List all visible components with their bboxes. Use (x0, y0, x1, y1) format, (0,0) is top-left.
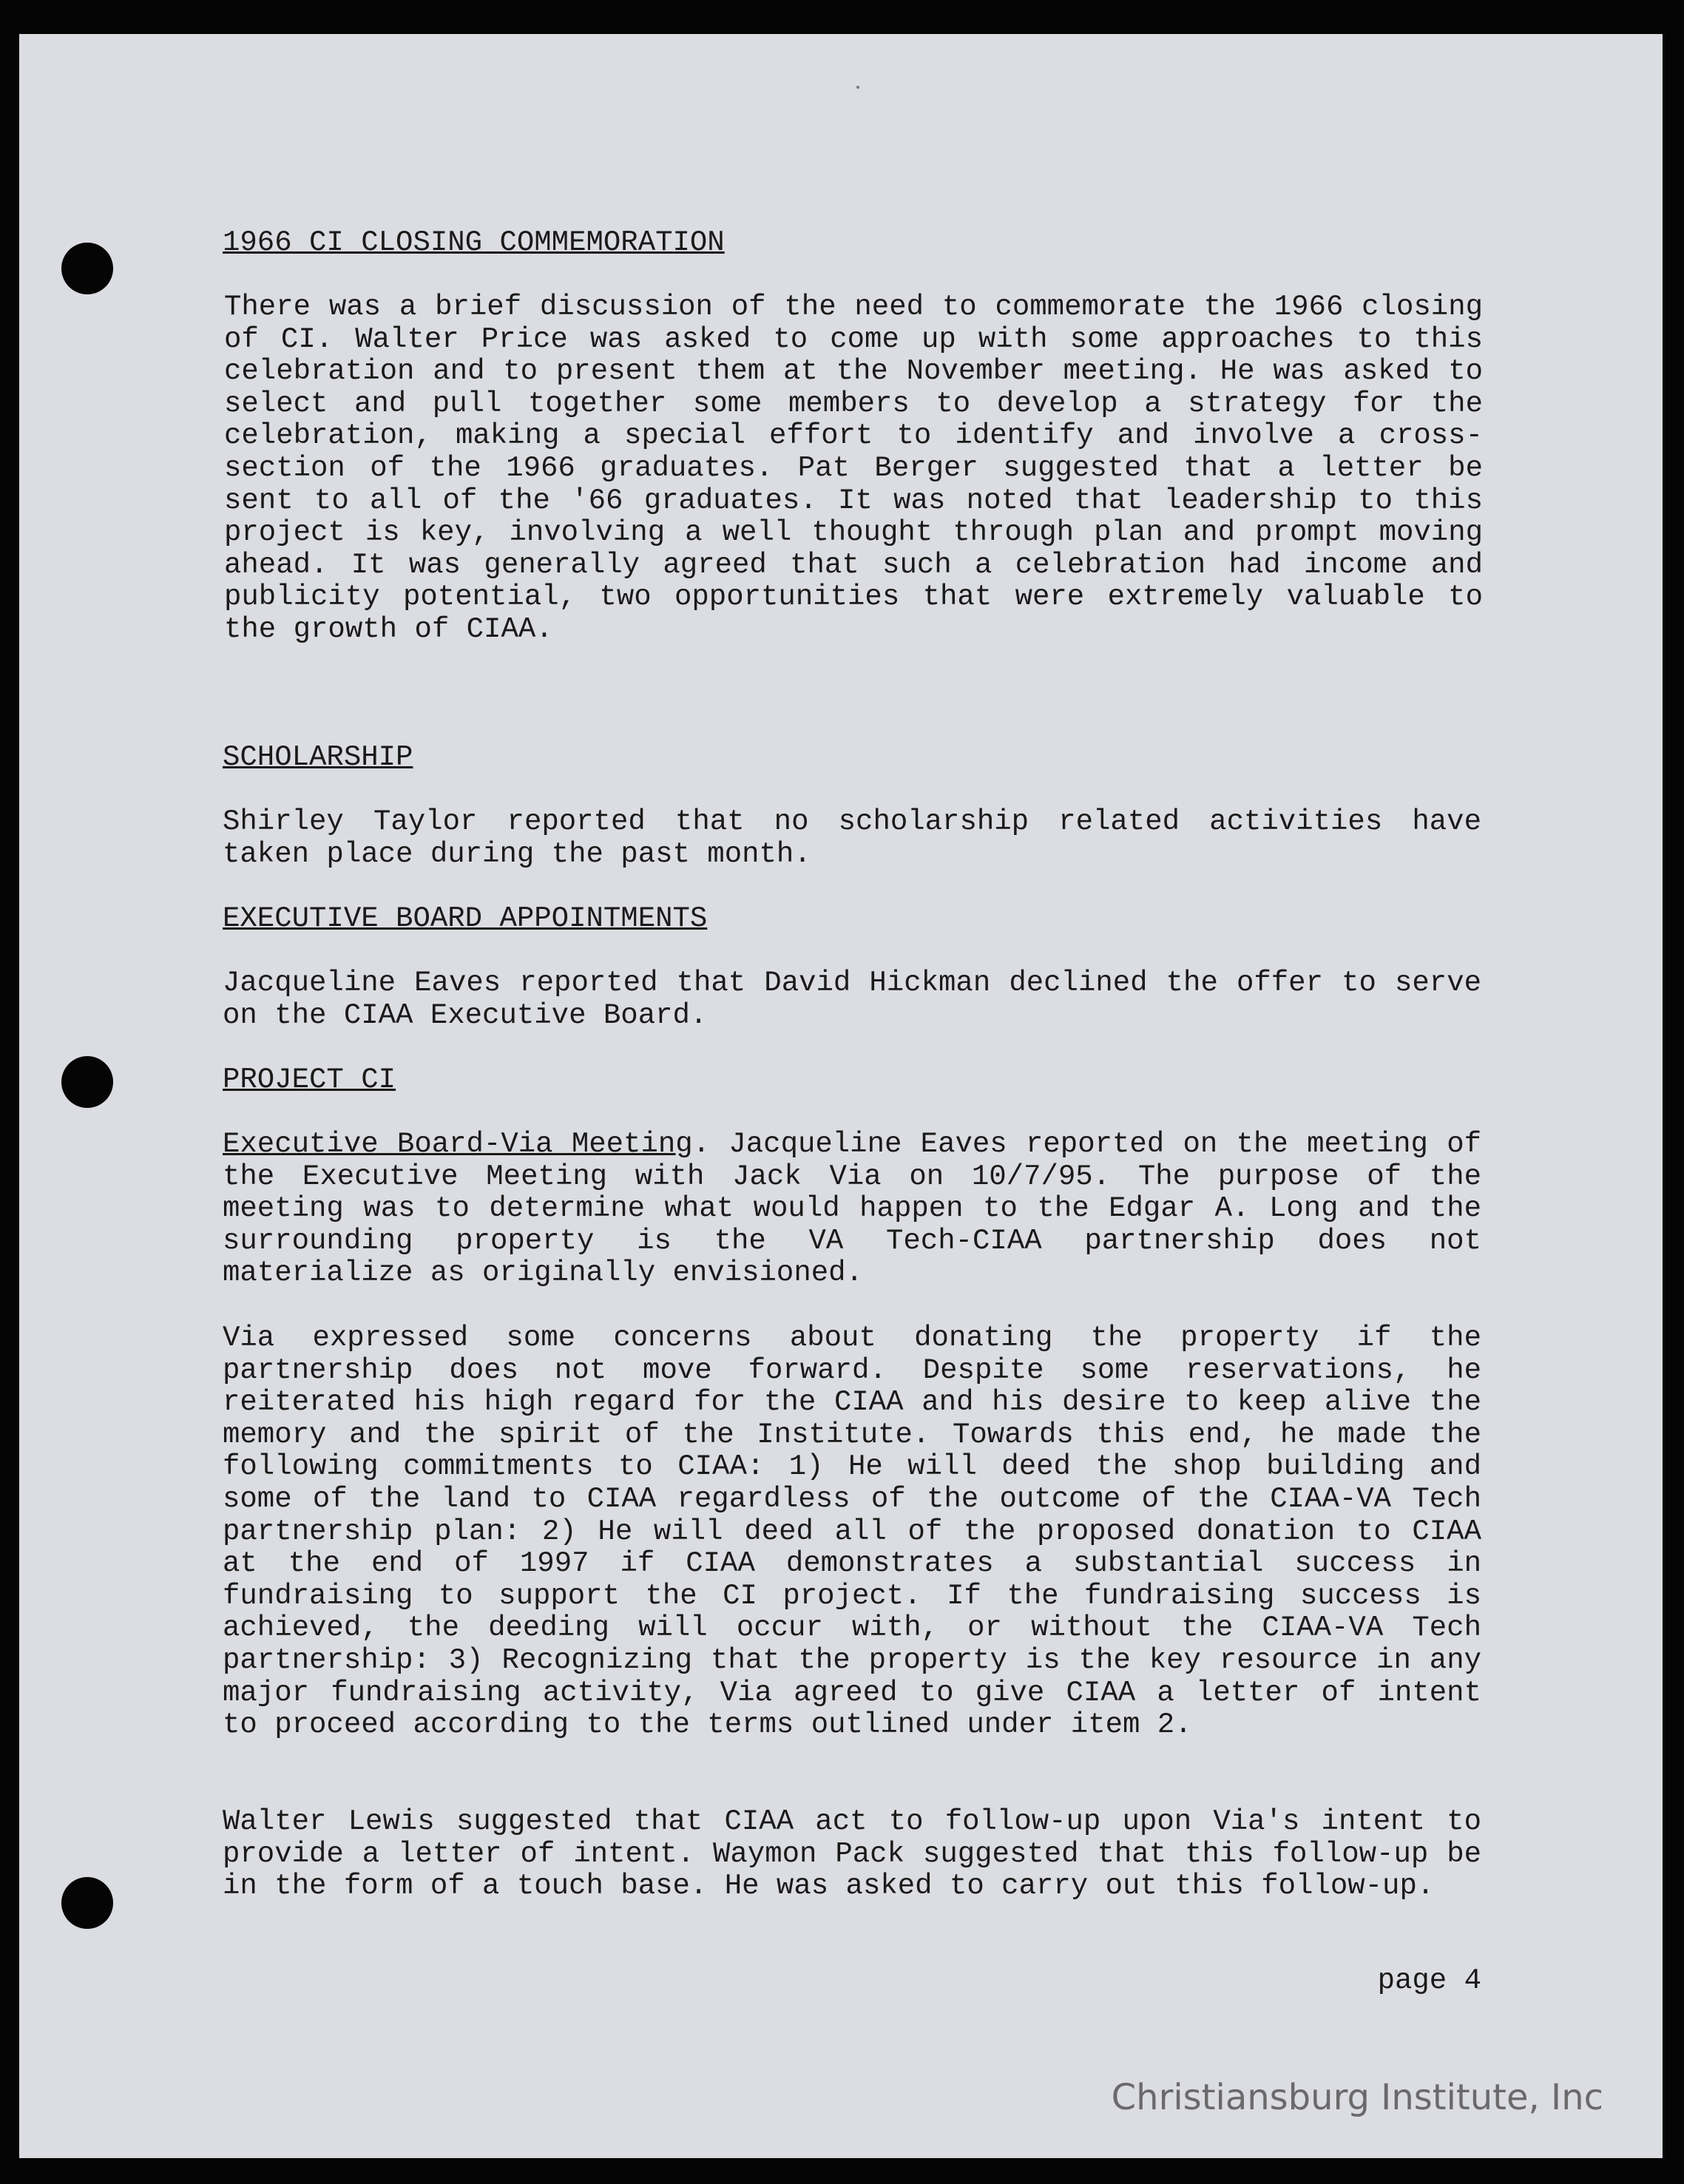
watermark-text: Christiansburg Institute, Inc (1111, 2077, 1603, 2118)
document-page (19, 34, 1663, 2158)
page-number: page 4 (1377, 1964, 1481, 1997)
binder-hole-top (61, 243, 113, 294)
section-heading-executive-board-appointments: EXECUTIVE BOARD APPOINTMENTS (223, 902, 708, 935)
binder-hole-middle (61, 1056, 113, 1108)
paragraph-scholarship: Shirley Taylor reported that no scholarship related activities have taken place during the past month. (223, 805, 1481, 870)
section-heading-project-ci: PROJECT CI (223, 1064, 396, 1096)
section-heading-commemoration: 1966 CI CLOSING COMMEMORATION (223, 226, 725, 259)
paragraph-executive-board-via-meeting (223, 1129, 1481, 1290)
section-heading-scholarship: SCHOLARSHIP (223, 741, 413, 774)
paragraph-follow-up: Walter Lewis suggested that CIAA act to follow-up upon Via's intent to provide a letter of intent. Waymon Pack suggested that this follow-up be in the form of a touch base. He was asked to carry out this follow-up. (223, 1805, 1481, 1903)
binder-hole-bottom (61, 1877, 113, 1929)
paragraph-commemoration: There was a brief discussion of the need to commemorate the 1966 closing of CI. Walter Price was asked to come up with some approaches to this celebration and to present them at the November meeting. He was asked to select and pull together some members to develop a strategy for the celebration, making a special effort to identify and involve a cross-section of the 1966 graduates. Pat Berger suggested that a letter be sent to all of the '66 graduates. It was noted that leadership to this project is key, involving a well thought through plan and prompt moving ahead. It was generally agreed that such a celebration had income and publicity potential, two opportunities that were extremely valuable to the growth of CIAA. (224, 291, 1483, 646)
subheading-executive-board-via-meeting: Executive Board-Via Meeting (223, 1128, 693, 1160)
paragraph-via-commitments: Via expressed some concerns about donating the property if the partnership does not move forward. Despite some reservations, he reiterated his high regard for the CIAA and his desire to keep alive the memory and the spirit of the Institute. Towards this end, he made the following commitments to CIAA: 1) He will deed the shop building and some of the land to CIAA regardless of the outcome of the CIAA-VA Tech partnership plan: 2) He will deed all of the proposed donation to CIAA at the end of 1997 if CIAA demonstrates a substantial success in fundraising to support the CI project. If the fundraising success is achieved, the deeding will occur with, or without the CIAA-VA Tech partnership: 3) Recognizing that the property is the key resource in any major fundraising activity, Via agreed to give CIAA a letter of intent to proceed according to the terms outlined under item 2. (223, 1322, 1481, 1742)
paragraph-executive-board-appointments: Jacqueline Eaves reported that David Hickman declined the offer to serve on the CIAA Executive Board. (223, 967, 1481, 1032)
paragraph-via-meeting-text: . Jacqueline Eaves reported on the meeting of the Executive Meeting with Jack Via on 10/7/95. The purpose of the meeting was to determine what would happen to the Edgar A. Long and the surrounding property is the VA Tech-CIAA partnership does not materialize as originally envisioned. (223, 1128, 1482, 1290)
document-body (223, 34, 1481, 2158)
